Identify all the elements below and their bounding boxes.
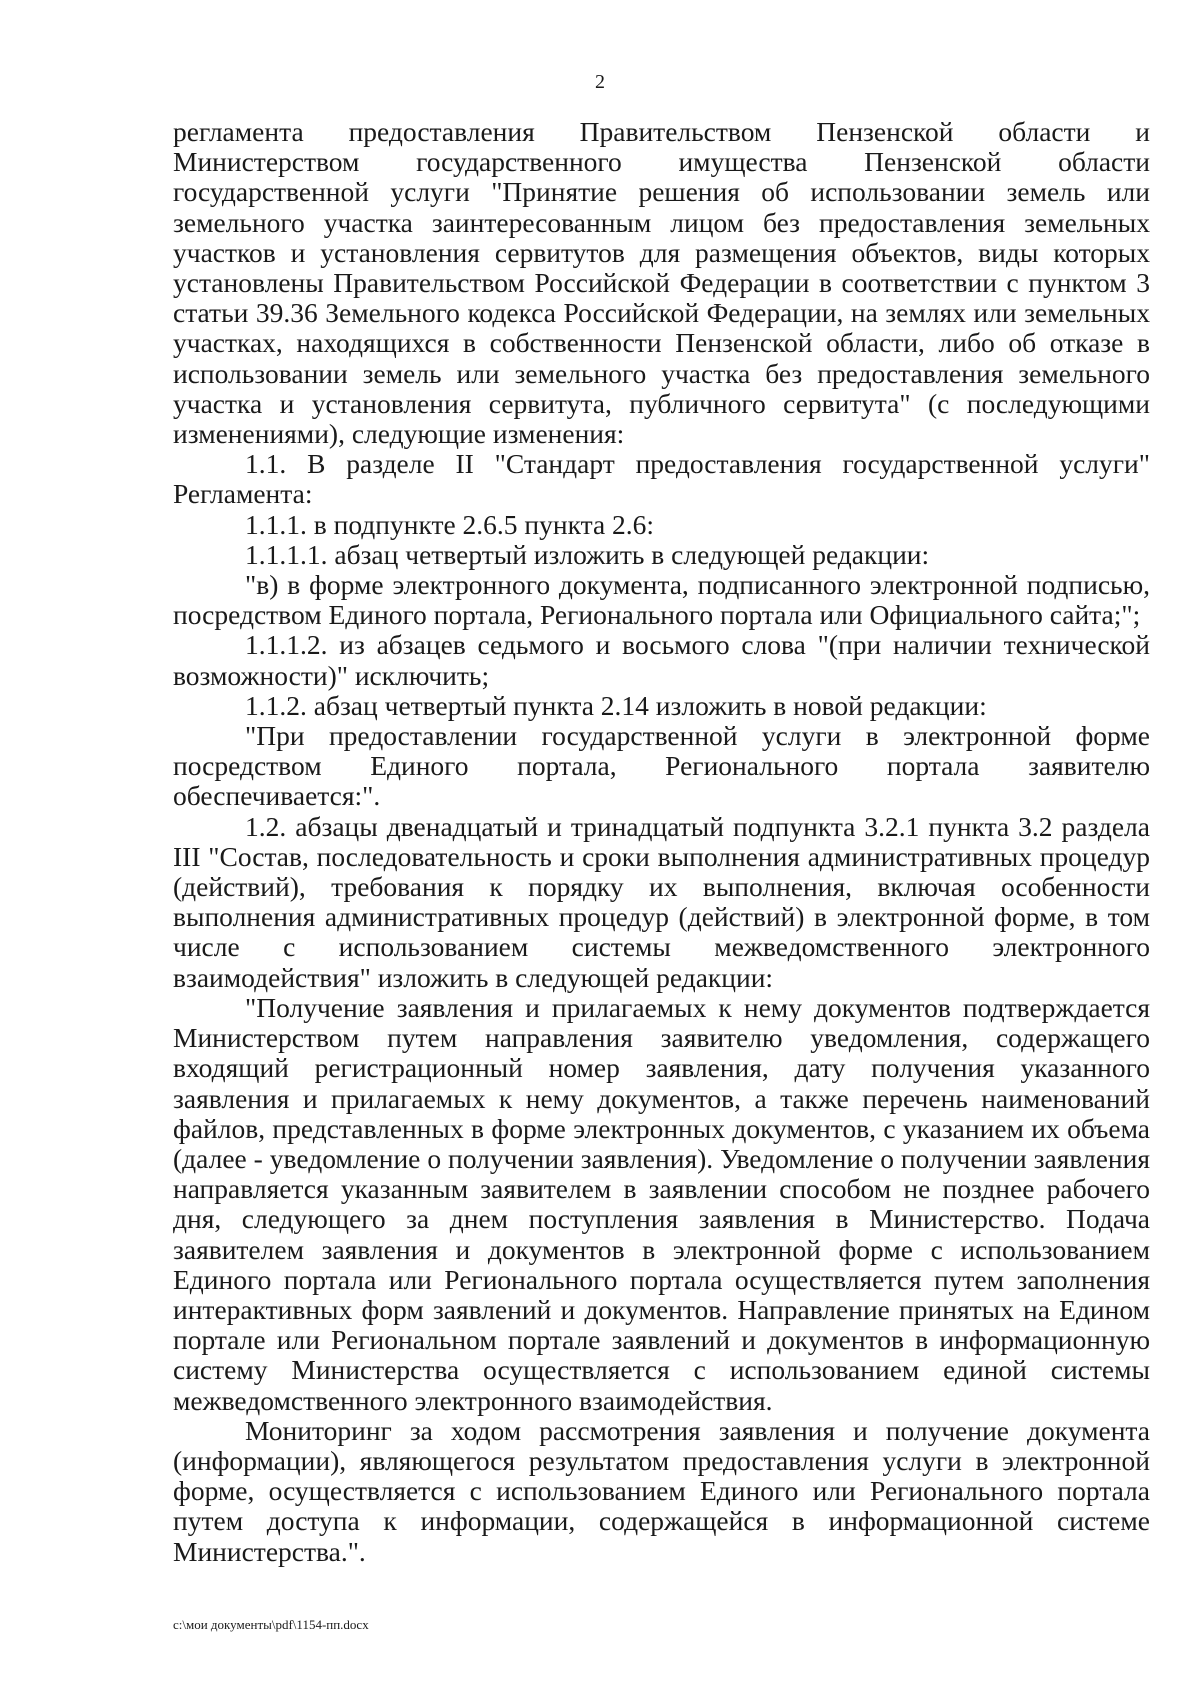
paragraph: 1.1.1.2. из абзацев седьмого и восьмого слова "(при наличии технической возможности)" исключить; [173, 629, 1150, 691]
paragraph: "Получение заявления и прилагаемых к нему документов подтверждается Министерством путем направления заявителю уведомления, содержащего входящий регистрационный номер заявления, дату получения указанного заявления и прилагаемых к нему документов, а также перечень наименований файлов, представленных в форме электронных документов, с указанием их объема (далее - уведомление о получении заявления). Уведомление о получении заявления направляется указанным заявителем в заявлении способом не позднее рабочего дня, следующего за днем поступления заявления в Министерство. Подача заявителем заявления и документов в электронной форме с использованием Единого портала или Регионального портала осуществляется путем заполнения интерактивных форм заявлений и документов. Направление принятых на Едином портале или Региональном портале заявлений и документов в информационную систему Министерства осуществляется с использованием единой системы межведомственного электронного взаимодействия. [173, 991, 1150, 1416]
paragraph: 1.1. В разделе II "Стандарт предоставления государственной услуги" Регламента: [173, 448, 1150, 510]
paragraph: "в) в форме электронного документа, подписанного электронной подписью, посредством Единого портала, Регионального портала или Официального сайта;"; [173, 569, 1150, 631]
paragraph: Мониторинг за ходом рассмотрения заявления и получение документа (информации), являющегося результатом предоставления услуги в электронной форме, осуществляется с использованием Единого или Регионального портала путем доступа к информации, содержащейся в информационной системе Министерства.". [173, 1414, 1150, 1567]
paragraph: 1.1.2. абзац четвертый пункта 2.14 изложить в новой редакции: [245, 689, 987, 721]
page-number: 2 [595, 71, 605, 93]
paragraph: 1.1.1. в подпункте 2.6.5 пункта 2.6: [245, 508, 655, 540]
paragraph: регламента предоставления Правительством Пензенской области и Министерством государственного имущества Пензенской области государственной услуги "Принятие решения об использовании земель или земельного участка заинтересованным лицом без предоставления земельных участков и установления сервитутов для размещения объектов, виды которых установлены Правительством Российской Федерации в соответствии с пунктом 3 статьи 39.36 Земельного кодекса Российской Федерации, на землях или земельных участках, находящихся в собственности Пензенской области, либо об отказе в использовании земель или земельного участка без предоставления земельного участка и установления сервитута, публичного сервитута" (с последующими изменениями), следующие изменения: [173, 116, 1150, 450]
document-body [173, 117, 1150, 1567]
footer-file-path: c:\мои документы\pdf\1154-пп.docx [173, 1617, 369, 1632]
paragraph: 1.2. абзацы двенадцатый и тринадцатый подпункта 3.2.1 пункта 3.2 раздела III "Состав, последовательность и сроки выполнения административных процедур (действий), требования к порядку их выполнения, включая особенности выполнения административных процедур (действий) в электронной форме, в том числе с использованием системы межведомственного электронного взаимодействия" изложить в следующей редакции: [173, 810, 1150, 993]
paragraph: "При предоставлении государственной услуги в электронной форме посредством Единого портала, Регионального портала заявителю обеспечивается:". [173, 720, 1150, 812]
paragraph: 1.1.1.1. абзац четвертый изложить в следующей редакции: [245, 538, 930, 570]
